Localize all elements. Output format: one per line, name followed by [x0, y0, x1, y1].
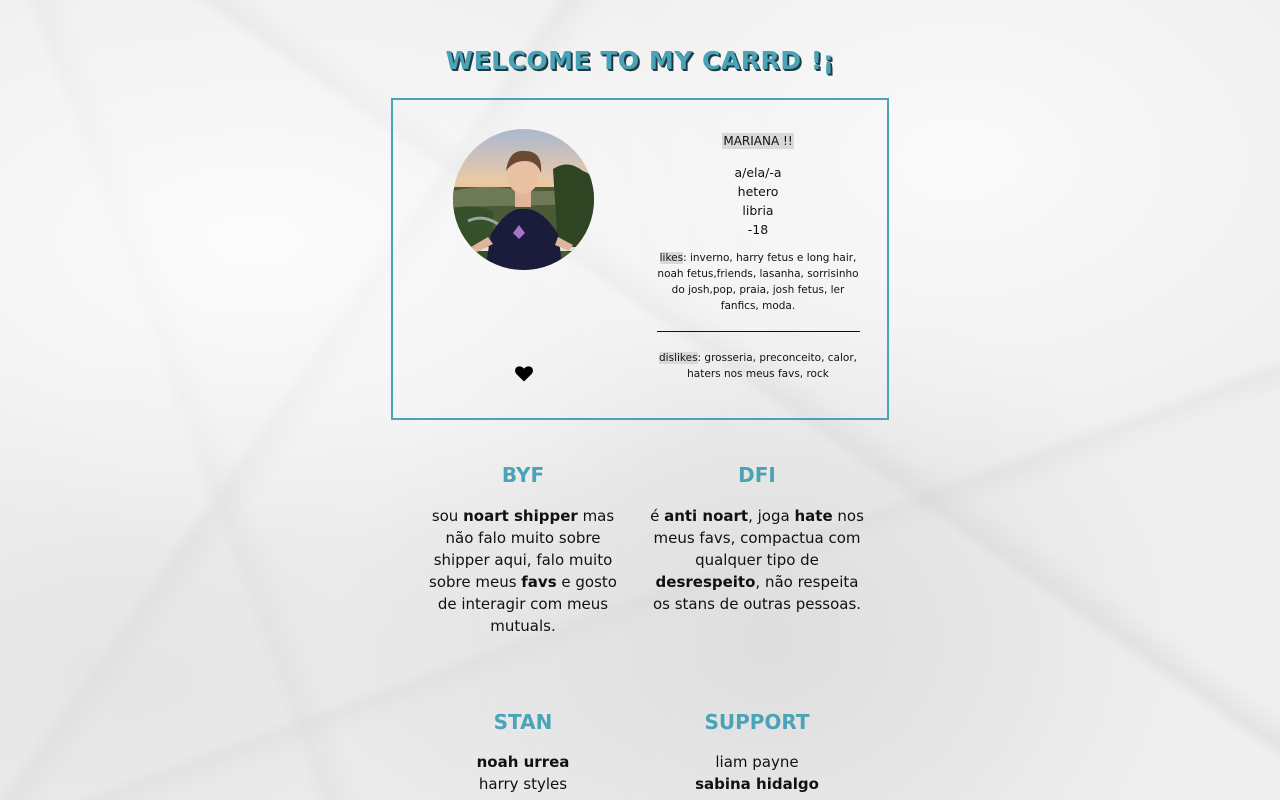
fact-sign: libria	[742, 203, 774, 218]
dislikes-text: : grosseria, preconceito, calor, haters nos meus favs, rock	[687, 352, 857, 380]
likes-label: likes	[659, 252, 684, 264]
stan-title: STAN	[493, 710, 553, 734]
profile-dislikes	[653, 350, 863, 382]
profile-bio	[653, 130, 863, 382]
profile-facts	[653, 163, 863, 239]
byf-text: sou noart shipper mas não falo muito sobre shipper aqui, falo muito sobre meus favs e gosto de interagir com meus mutuals.	[429, 507, 617, 635]
profile-name: MARIANA !!	[723, 134, 793, 148]
stan-item: noah urrea	[476, 753, 570, 771]
heart-icon	[515, 366, 533, 382]
support-item: liam payne	[715, 753, 799, 771]
profile-card	[391, 98, 889, 420]
byf-title: BYF	[501, 463, 545, 487]
page-title: WELCOME TO MY CARRD !¡	[445, 46, 835, 75]
profile-likes	[653, 250, 863, 314]
likes-text: : inverno, harry fetus e long hair, noah fetus,friends, lasanha, sorrisinho do josh,pop, praia, josh fetus, ler fanfics, moda.	[657, 252, 859, 312]
support-item: sabina hidalgo	[695, 775, 819, 793]
dislikes-label: dislikes	[659, 352, 698, 364]
fact-age: -18	[747, 222, 769, 237]
dfi-text: é anti noart, joga hate nos meus favs, compactua com qualquer tipo de desrespeito, não respeita os stans de outras pessoas.	[650, 507, 864, 613]
fact-pronouns: a/ela/-a	[734, 165, 782, 180]
profile-photo	[453, 129, 594, 270]
stan-item: harry styles	[478, 775, 568, 793]
support-title: SUPPORT	[704, 710, 810, 734]
fact-orientation: hetero	[737, 184, 779, 199]
stan-list	[423, 751, 623, 795]
dfi-title: DFI	[738, 463, 776, 487]
bio-divider	[657, 331, 860, 332]
support-list	[650, 751, 864, 795]
